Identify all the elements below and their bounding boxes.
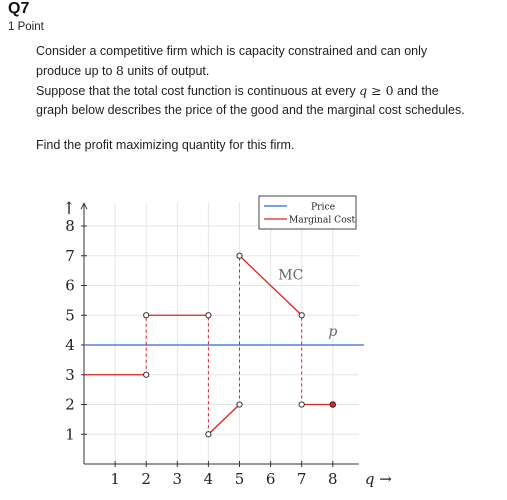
x-tick-label-7: 7 — [296, 470, 307, 488]
question-ask: Find the profit maximizing quantity for this firm. — [36, 138, 295, 152]
question-header — [8, 0, 44, 35]
mc-price-graph — [36, 173, 428, 496]
x-axis-label-var: q — [364, 470, 375, 488]
question-points: 1 Point — [8, 21, 44, 33]
annotation-mc-label: MC — [278, 267, 304, 284]
question-line-2-post: units of output. — [123, 64, 210, 78]
annotation-price-p: p — [328, 324, 338, 341]
x-tick-label-6: 6 — [265, 470, 276, 488]
x-tick-label-4: 4 — [203, 470, 214, 488]
y-tick-label-8: 8 — [65, 217, 75, 235]
legend-label-0: Price — [310, 201, 336, 213]
question-line-4: graph below describes the price of the good and the marginal cost schedules. — [36, 103, 465, 117]
question-body — [36, 42, 501, 120]
question-line-2 — [36, 61, 501, 81]
question-var-q: q — [359, 83, 368, 98]
y-tick-label-6: 6 — [65, 276, 75, 295]
y-tick-label-5: 5 — [65, 306, 75, 325]
y-tick-label-3: 3 — [65, 365, 75, 384]
y-axis-arrow-label: ↑ — [61, 199, 77, 220]
mc-open-point-1 — [144, 313, 149, 318]
question-capacity-number: 8 — [115, 63, 124, 78]
y-tick-label-7: 7 — [65, 246, 75, 265]
x-axis-label — [365, 470, 392, 488]
question-line-3-pre: Suppose that the total cost function is continuous at every — [36, 84, 360, 98]
mc-open-point-0 — [144, 372, 149, 377]
mc-open-point-2 — [206, 313, 211, 318]
question-line-3 — [36, 81, 501, 101]
x-tick-label-1: 1 — [110, 470, 120, 488]
question-line-2-pre: produce up to — [36, 64, 116, 78]
x-tick-label-3: 3 — [172, 470, 183, 488]
mc-closed-point-0 — [330, 402, 336, 408]
mc-open-point-5 — [237, 253, 242, 258]
question-zero: 0 — [385, 83, 394, 98]
mc-open-point-6 — [299, 313, 304, 318]
question-ge-symbol: ≥ — [367, 83, 386, 98]
question-title: Q7 — [8, 0, 30, 17]
question-line-3-post: and the — [393, 84, 439, 98]
chart-svg — [36, 173, 428, 496]
question-line-1: Consider a competitive firm which is capacity constrained and can only — [36, 44, 428, 58]
mc-open-point-3 — [206, 432, 211, 437]
y-tick-label-2: 2 — [65, 395, 75, 414]
mc-open-point-4 — [237, 402, 242, 407]
y-tick-label-1: 1 — [65, 425, 75, 444]
legend-label-1: Marginal Cost — [288, 214, 356, 226]
x-axis-label-arrow: → — [374, 470, 392, 488]
y-tick-label-4: 4 — [65, 336, 75, 354]
x-tick-label-5: 5 — [234, 470, 245, 488]
x-tick-label-2: 2 — [141, 470, 151, 488]
mc-open-point-7 — [299, 402, 304, 407]
x-tick-label-8: 8 — [328, 470, 338, 488]
mc-segment-2 — [208, 405, 239, 435]
